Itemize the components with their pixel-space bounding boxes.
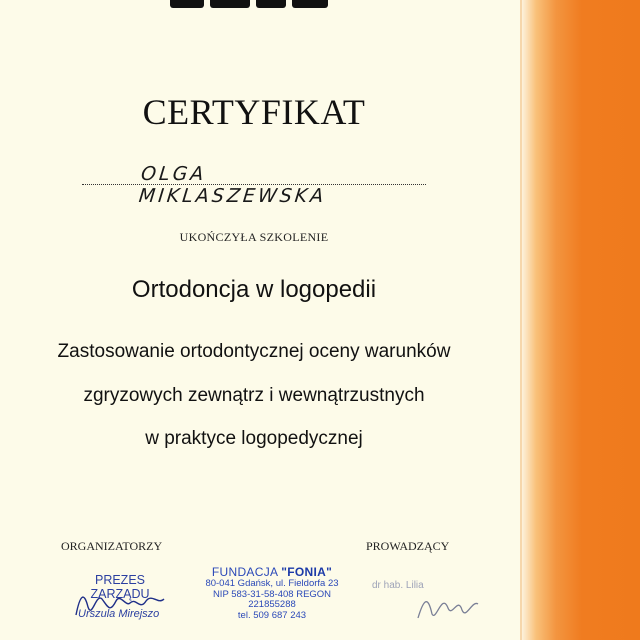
logo-letter-block [292,0,328,8]
foundation-name: "FONIA" [281,565,333,579]
logo-fragment [170,0,330,8]
board-president-stamp [64,573,176,620]
foundation-name-line [192,565,352,579]
logo-letter-block [170,0,204,8]
instructor-signature [412,586,482,626]
board-signature [70,585,170,621]
logo-letter-block [256,0,286,8]
certificate-title: CERTYFIKAT [142,92,366,132]
course-description-line: Zastosowanie ortodontycznej oceny warunków [57,341,451,362]
board-role: PREZES ZARZĄDU [90,573,150,601]
instructor-stamp-text: dr hab. Lilia [372,580,424,591]
instructors-label: PROWADZĄCY [366,539,450,553]
board-person: Urszula Mirejszo [78,608,160,620]
foundation-address: 80-041 Gdańsk, ul. Fieldorfa 23 [205,578,339,589]
course-title: Ortodoncja w logopedii [131,276,377,303]
recipient-name: OLGA MIKLASZEWSKA [137,163,328,207]
stripe-edge [520,0,522,640]
foundation-prefix: FUNDACJA [211,565,278,579]
decorative-orange-stripe [522,0,640,640]
course-description-line: zgryzowych zewnątrz i wewnątrzustnych [83,385,425,406]
course-description-line: w praktyce logopedycznej [145,428,363,449]
logo-letter-block [210,0,250,8]
instructor-stamp [372,580,512,591]
organizers-label: ORGANIZATORZY [61,539,163,553]
foundation-stamp [192,565,352,621]
foundation-ids: NIP 583-31-58-408 REGON 221855288 [212,588,332,610]
completed-training-label: UKOŃCZYŁA SZKOLENIE [179,230,329,244]
foundation-phone: tel. 509 687 243 [237,609,307,621]
